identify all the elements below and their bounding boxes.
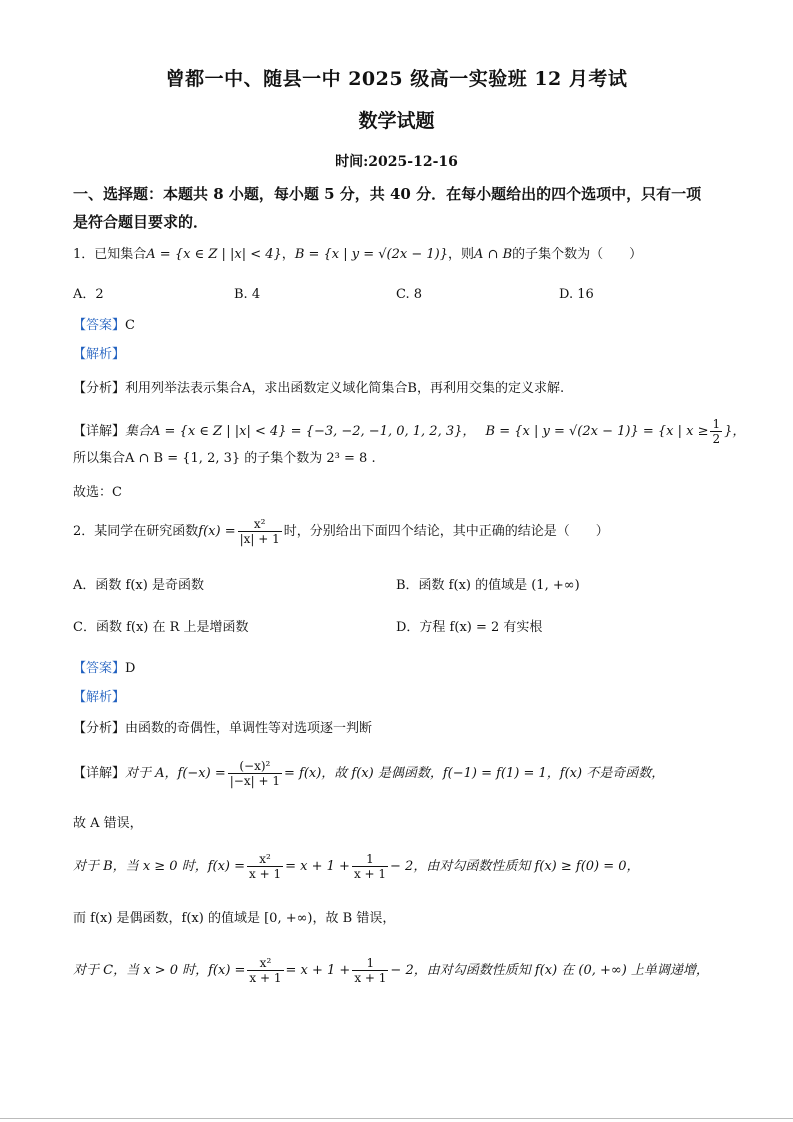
q1-option-c: C. 8	[396, 287, 423, 302]
q2-detail-c-mid: = x + 1 +	[285, 963, 351, 978]
q1-option-b: B. 4	[234, 287, 261, 302]
q2-detail-c-fraction2	[352, 956, 388, 985]
q1-option-a: A．2	[73, 287, 104, 302]
q2-option-b: B．函数 f(x) 的值域是 (1, +∞)	[396, 578, 580, 593]
q2-detail-b-lead: 对于 B，当 x ≥ 0 时，f(x) =	[73, 859, 246, 874]
q2-frac-num: x²	[238, 517, 282, 532]
q2-detail-b-den1: x + 1	[249, 867, 282, 881]
q2-detail-c-rest: − 2，由对勾函数性质知 f(x) 在 (0, +∞) 上单调递增，	[390, 963, 709, 978]
q2-detail-c-num2: 1	[352, 956, 388, 971]
q2-detail-c-den2: x + 1	[354, 971, 387, 985]
section-heading-line2: 是符合题目要求的．	[73, 213, 209, 231]
exam-title: 曾都一中、随县一中 2025 级高一实验班 12 月考试	[165, 68, 628, 90]
q2-stem-end: 时，分别给出下面四个结论，其中正确的结论是（ ）	[283, 524, 609, 539]
q1-fenxi	[73, 380, 564, 398]
q2-fenxi-tag: 【分析】	[73, 721, 126, 736]
q2-answer	[73, 660, 135, 678]
section-heading-line1: 一、选择题：本题共 8 小题，每小题 5 分，共 40 分．在每小题给出的四个选项中，只有一项	[73, 185, 702, 203]
q2-detail-c-fraction1	[247, 956, 283, 985]
q1-detail-tag: 【详解】	[73, 424, 126, 439]
exam-subtitle: 数学试题	[358, 110, 435, 132]
q1-detail-frac-den: 2	[712, 432, 721, 446]
q1-detail-line1	[73, 417, 745, 446]
q2-detail-a	[73, 759, 664, 788]
q1-comma: ，	[281, 247, 295, 262]
q1-detail-set-a: 集合A = {x ∈ Z | |x| < 4} = {−3, −2, −1, 0, 1, 2, 3}，	[125, 424, 476, 439]
q2-option-a: A．函数 f(x) 是奇函数	[73, 578, 204, 593]
q2-answer-value: D	[125, 661, 136, 676]
q1-fenxi-text: 利用列举法表示集合A，求出函数定义域化简集合B，再利用交集的定义求解.	[125, 381, 565, 396]
q2-analysis-tag: 【解析】	[73, 690, 126, 705]
q2-detail-b-conclusion: 而 f(x) 是偶函数，f(x) 的值域是 [0, +∞)，故 B 错误，	[73, 911, 396, 926]
q2-detail-b-num2: 1	[352, 852, 388, 867]
q2-detail-c-den1: x + 1	[249, 971, 282, 985]
q1-stem-end: 的子集个数为（ ）	[512, 247, 643, 262]
q1-stem-intro: 1．已知集合	[73, 247, 147, 262]
q2-detail-b-mid: = x + 1 +	[285, 859, 350, 874]
q2-detail-b-num1: x²	[247, 852, 283, 867]
q1-choice: 故选：C	[73, 485, 122, 500]
q1-detail-line2: 所以集合A ∩ B = {1, 2, 3} 的子集个数为 2³ = 8 .	[73, 451, 376, 466]
q2-option-d: D．方程 f(x) = 2 有实根	[396, 620, 543, 635]
q1-detail-set-b: B = {x | y = √(2x − 1)} = {x | x ≥	[485, 424, 709, 439]
q2-detail-c-lead: 对于 C，当 x > 0 时，f(x) =	[73, 963, 246, 978]
q2-function-fraction	[238, 517, 282, 546]
q2-function: f(x) =	[198, 524, 236, 539]
q1-set-b: B = {x | y = √(2x − 1)}	[294, 247, 449, 262]
q1-answer-value: C	[125, 318, 135, 333]
q2-fenxi	[73, 720, 372, 738]
q2-detail-a-den: |−x| + 1	[229, 774, 280, 788]
q2-detail-b	[73, 852, 640, 881]
q2-detail-c	[73, 956, 709, 985]
page-bottom-divider	[0, 1118, 793, 1119]
q2-detail-a-lead: 对于 A，f(−x) =	[125, 766, 226, 781]
q2-detail-b-den2: x + 1	[353, 867, 387, 881]
q2-stem	[73, 517, 609, 546]
q2-detail-b-fraction1	[247, 852, 283, 881]
q1-detail-set-b-end: }，	[724, 424, 746, 439]
q2-option-c: C．函数 f(x) 在 R 上是增函数	[73, 620, 249, 635]
q1-detail-fraction	[710, 417, 722, 446]
exam-date: 时间:2025-12-16	[335, 154, 458, 170]
q2-detail-tag: 【详解】	[73, 766, 126, 781]
q1-answer-tag: 【答案】	[73, 318, 126, 333]
q1-intersection: A ∩ B	[474, 247, 513, 262]
q1-detail-frac-num: 1	[712, 417, 721, 431]
q2-detail-b-rest: − 2，由对勾函数性质知 f(x) ≥ f(0) = 0，	[390, 859, 640, 874]
q2-detail-a-conclusion: 故 A 错误，	[73, 816, 143, 831]
q1-option-d: D. 16	[559, 287, 594, 302]
q2-detail-a-fraction	[228, 759, 282, 788]
q2-frac-den: |x| + 1	[239, 532, 280, 546]
q2-fenxi-text: 由函数的奇偶性，单调性等对选项逐一判断	[125, 721, 373, 736]
q2-detail-b-fraction2	[352, 852, 388, 881]
q1-analysis-tag: 【解析】	[73, 347, 126, 362]
q2-answer-tag: 【答案】	[73, 661, 126, 676]
q2-detail-a-num: (−x)²	[228, 759, 282, 774]
q1-set-a: A = {x ∈ Z | |x| < 4}	[146, 247, 282, 262]
q1-stem	[73, 246, 642, 264]
q2-detail-c-num1: x²	[247, 956, 283, 971]
q2-detail-a-rest: = f(x)，故 f(x) 是偶函数，f(−1) = f(1) = 1，f(x) 不是奇函数，	[283, 766, 665, 781]
q1-stem-mid: ，则	[448, 247, 475, 262]
q1-answer	[73, 317, 135, 335]
q1-fenxi-tag: 【分析】	[73, 381, 126, 396]
q2-stem-intro: 2．某同学在研究函数	[73, 524, 199, 539]
